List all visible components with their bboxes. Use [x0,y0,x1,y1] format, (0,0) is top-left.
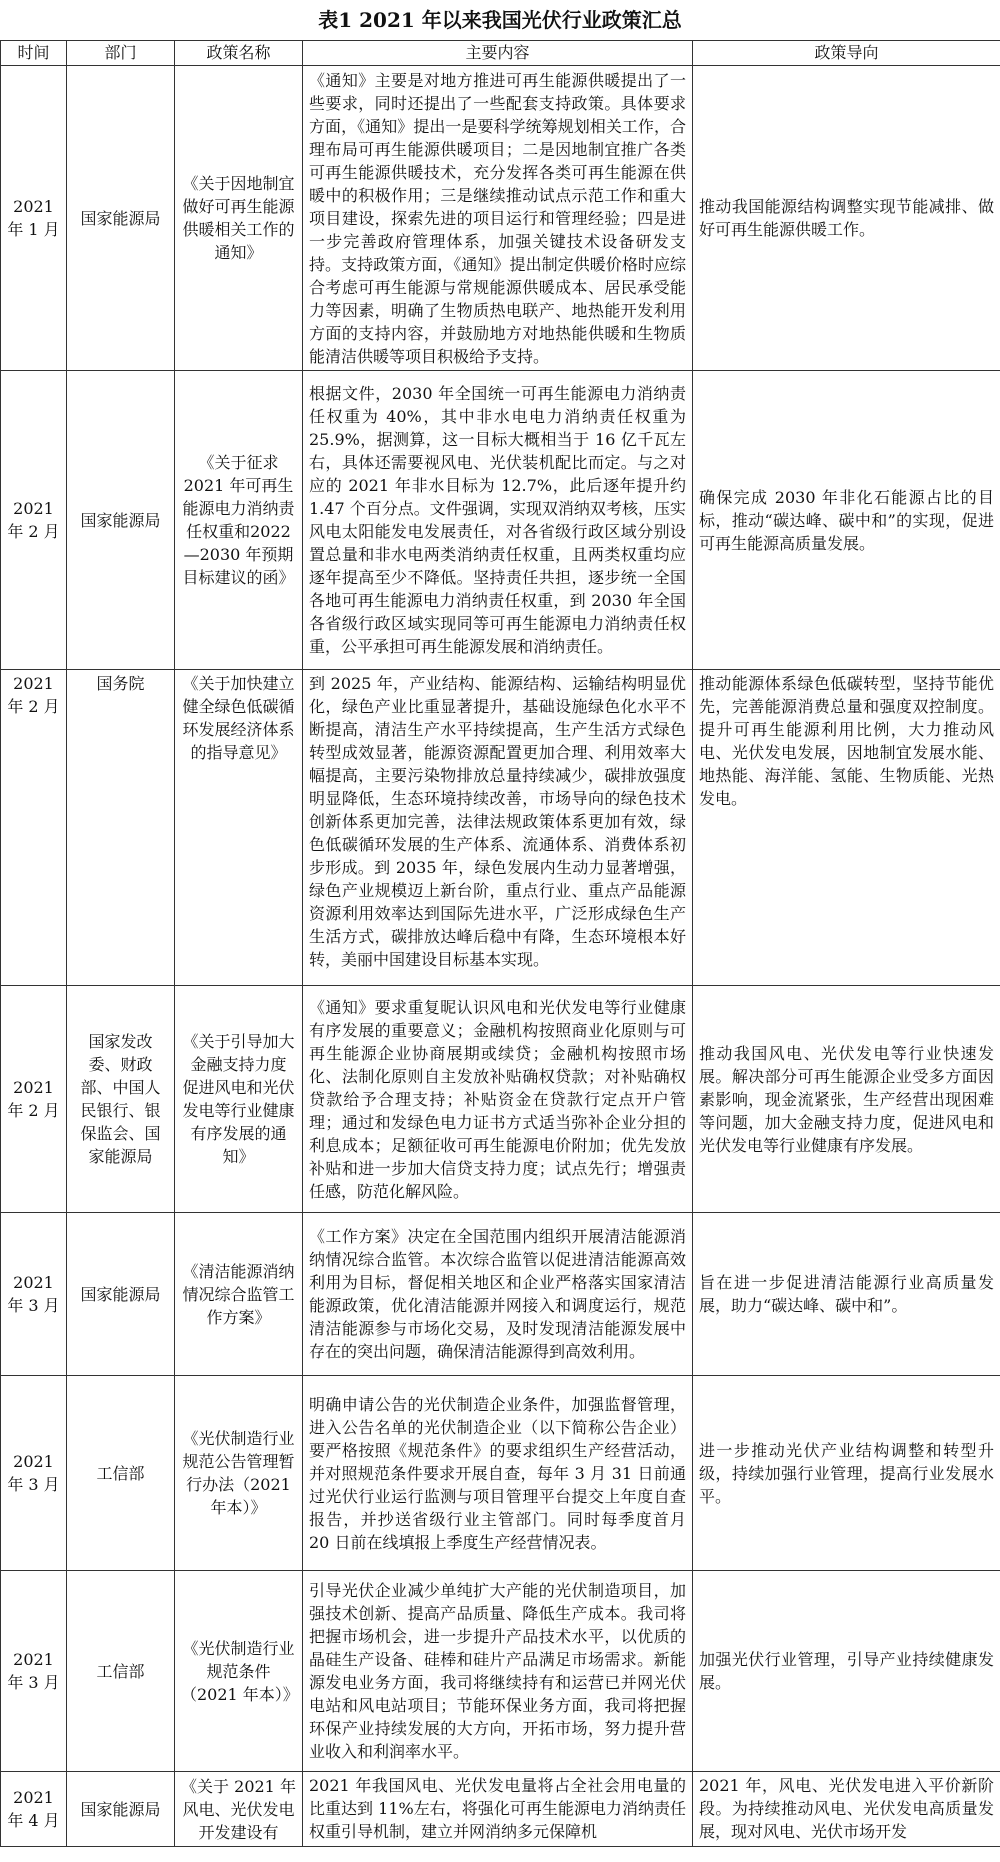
cell-time: 2021 年 3 月 [1,1213,67,1376]
table-row [1,1571,1000,1772]
cell-policy-name: 《关于加快建立健全绿色低碳循环发展经济体系的指导意见》 [175,670,303,986]
cell-policy-name: 《光伏制造行业规范公告管理暂行办法（2021 年本）》 [175,1376,303,1571]
cell-dept: 国家能源局 [67,371,175,670]
cell-orientation: 进一步推动光伏产业结构调整和转型升级，持续加强行业管理，提高行业发展水平。 [693,1376,1000,1571]
cell-time: 2021 年 2 月 [1,371,67,670]
cell-orientation: 旨在进一步促进清洁能源行业高质量发展，助力“碳达峰、碳中和”。 [693,1213,1000,1376]
table-row [1,66,1000,371]
table-row [1,986,1000,1213]
cell-content: 《通知》主要是对地方推进可再生能源供暖提出了一些要求，同时还提出了一些配套支持政策。具体要求方面，《通知》提出一是要科学统筹规划相关工作，合理布局可再生能源供暖项目；二是因地制宜推广各类可再生能源供暖技术，充分发挥各类可再生能源在供暖中的积极作用；三是继续推动试点示范工作和重大项目建设，探索先进的项目运行和管理经验；四是进一步完善政府管理体系，加强关键技术设备研发支持。支持政策方面，《通知》提出制定供暖价格时应综合考虑可再生能源与常规能源供暖成本、居民承受能力等因素，明确了生物质热电联产、地热能开发利用方面的支持内容，并鼓励地方对地热能供暖和生物质能清洁供暖等项目积极给予支持。 [303,66,693,371]
cell-dept: 国家能源局 [67,1772,175,1847]
cell-dept: 工信部 [67,1376,175,1571]
cell-policy-name: 《关于因地制宜做好可再生能源供暖相关工作的通知》 [175,66,303,371]
cell-time: 2021 年 3 月 [1,1571,67,1772]
table-row [1,1213,1000,1376]
cell-dept: 国家能源局 [67,1213,175,1376]
cell-content: 2021 年我国风电、光伏发电量将占全社会用电量的比重达到 11%左右，将强化可再生能源电力消纳责任权重引导机制，建立并网消纳多元保障机 [303,1772,693,1847]
table-row [1,670,1000,986]
table-row [1,371,1000,670]
header-time: 时间 [1,41,67,66]
cell-content: 到 2025 年，产业结构、能源结构、运输结构明显优化，绿色产业比重显著提升，基础设施绿色化水平不断提高，清洁生产水平持续提高，生产生活方式绿色转型成效显著，能源资源配置更加合理、利用效率大幅提高，主要污染物排放总量持续减少，碳排放强度明显降低，生态环境持续改善，市场导向的绿色技术创新体系更加完善，法律法规政策体系更加有效，绿色低碳循环发展的生产体系、流通体系、消费体系初步形成。到 2035 年，绿色发展内生动力显著增强，绿色产业规模迈上新台阶，重点行业、重点产品能源资源利用效率达到国际先进水平，广泛形成绿色生产生活方式，碳排放达峰后稳中有降，生态环境根本好转，美丽中国建设目标基本实现。 [303,670,693,986]
header-content: 主要内容 [303,41,693,66]
cell-content: 引导光伏企业减少单纯扩大产能的光伏制造项目，加强技术创新、提高产品质量、降低生产成本。我司将把握市场机会，进一步提升产品技术水平，以优质的晶硅生产设备、硅棒和硅片产品满足市场需求。新能源发电业务方面，我司将继续持有和运营已并网光伏电站和风电站项目；节能环保业务方面，我司将把握环保产业持续发展的大方向，开拓市场，努力提升营业收入和利润率水平。 [303,1571,693,1772]
cell-content: 明确申请公告的光伏制造企业条件，加强监督管理，进入公告名单的光伏制造企业（以下简称公告企业）要严格按照《规范条件》的要求组织生产经营活动，并对照规范条件要求开展自查，每年 3 月 31 日前通过光伏行业运行监测与项目管理平台提交上年度自查报告，并抄送省级行业主管部门。同时每季度首月 20 日前在线填报上季度生产经营情况表。 [303,1376,693,1571]
cell-content: 《通知》要求重复昵认识风电和光伏发电等行业健康有序发展的重要意义；金融机构按照商业化原则与可再生能源企业协商展期或续贷；金融机构按照市场化、法制化原则自主发放补贴确权贷款；对补贴确权贷款给予合理支持；补贴资金在贷款行定点开户管理；通过和发绿色电力证书方式适当弥补企业分担的利息成本；足额征收可再生能源电价附加；优先发放补贴和进一步加大信贷支持力度；试点先行；增强责任感，防范化解风险。 [303,986,693,1213]
table-row [1,1772,1000,1847]
cell-dept: 国家发改委、财政部、中国人民银行、银保监会、国家能源局 [67,986,175,1213]
cell-orientation: 推动我国能源结构调整实现节能减排、做好可再生能源供暖工作。 [693,66,1000,371]
cell-orientation: 确保完成 2030 年非化石能源占比的目标，推动“碳达峰、碳中和”的实现，促进可再生能源高质量发展。 [693,371,1000,670]
table-title: 表1 2021 年以来我国光伏行业政策汇总 [318,8,682,32]
header-dept: 部门 [67,41,175,66]
cell-time: 2021 年 3 月 [1,1376,67,1571]
header-name: 政策名称 [175,41,303,66]
table-row [1,1376,1000,1571]
cell-policy-name: 《光伏制造行业规范条件（2021 年本）》 [175,1571,303,1772]
cell-dept: 国务院 [67,670,175,986]
cell-content: 根据文件，2030 年全国统一可再生能源电力消纳责任权重为 40%，其中非水电电力消纳责任权重为 25.9%，据测算，这一目标大概相当于 16 亿千瓦左右，具体还需要视风电、光伏装机配比而定。与之对应的 2021 年非水目标为 12.7%，此后逐年提升约 1.47 个百分点。文件强调，实现双消纳双考核，压实风电太阳能发电发展责任，对各省级行政区域分别设置总量和非水电两类消纳责任权重，且两类权重均应逐年提高至少不降低。坚持责任共担，逐步统一全国各地可再生能源电力消纳责任权重，到 2030 年全国各省级行政区域实现同等可再生能源电力消纳责任权重，公平承担可再生能源发展和消纳责任。 [303,371,693,670]
header-orientation: 政策导向 [693,41,1000,66]
cell-time: 2021 年 1 月 [1,66,67,371]
cell-policy-name: 《清洁能源消纳情况综合监管工作方案》 [175,1213,303,1376]
cell-policy-name: 《关于征求2021 年可再生能源电力消纳责任权重和2022—2030 年预期目标建议的函》 [175,371,303,670]
cell-policy-name: 《关于 2021 年风电、光伏发电开发建设有 [175,1772,303,1847]
cell-orientation: 2021 年，风电、光伏发电进入平价新阶段。为持续推动风电、光伏发电高质量发展，现对风电、光伏市场开发 [693,1772,1000,1847]
cell-dept: 工信部 [67,1571,175,1772]
cell-orientation: 推动能源体系绿色低碳转型，坚持节能优先，完善能源消费总量和强度双控制度。提升可再生能源利用比例，大力推动风电、光伏发电发展，因地制宜发展水能、地热能、海洋能、氢能、生物质能、光热发电。 [693,670,1000,986]
cell-dept: 国家能源局 [67,66,175,371]
policy-table [0,40,1000,1847]
cell-time: 2021 年 2 月 [1,986,67,1213]
cell-time: 2021 年 4 月 [1,1772,67,1847]
cell-orientation: 推动我国风电、光伏发电等行业快速发展。解决部分可再生能源企业受多方面因素影响，现金流紧张，生产经营出现困难等问题，加大金融支持力度，促进风电和光伏发电等行业健康有序发展。 [693,986,1000,1213]
cell-time: 2021 年 2 月 [1,670,67,986]
cell-orientation: 加强光伏行业管理，引导产业持续健康发展。 [693,1571,1000,1772]
cell-content: 《工作方案》决定在全国范围内组织开展清洁能源消纳情况综合监管。本次综合监管以促进清洁能源高效利用为目标，督促相关地区和企业严格落实国家清洁能源政策，优化清洁能源并网接入和调度运行，规范清洁能源参与市场化交易，及时发现清洁能源发展中存在的突出问题，确保清洁能源得到高效利用。 [303,1213,693,1376]
table-header-row [1,41,1000,66]
cell-policy-name: 《关于引导加大金融支持力度 促进风电和光伏发电等行业健康有序发展的通知》 [175,986,303,1213]
